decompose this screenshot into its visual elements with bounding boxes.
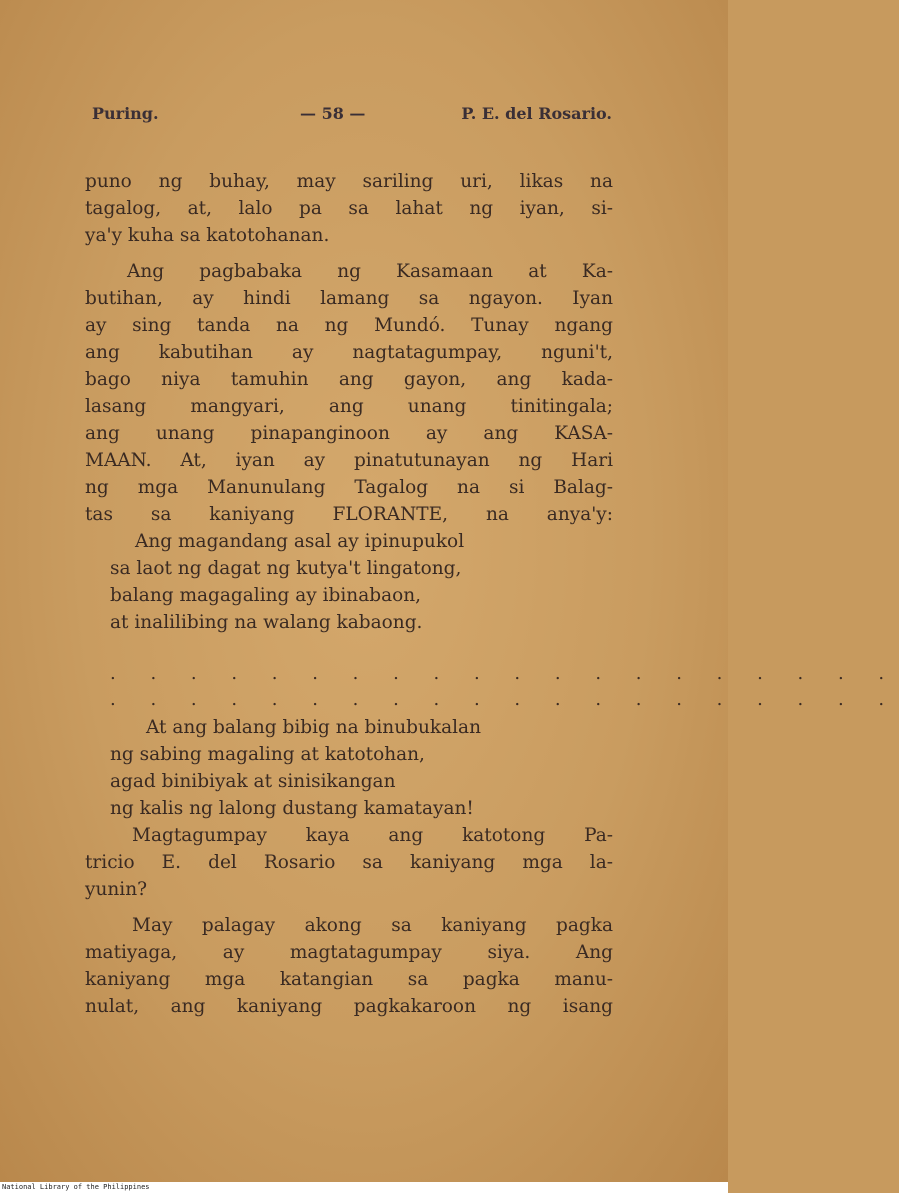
verse-line: ng kalis ng lalong dustang kamatayan! xyxy=(110,798,474,819)
verse-line: Ang magandang asal ay ipinupukol xyxy=(135,531,465,552)
text-line: ang kabutihan ay nagtatagumpay, nguni't, xyxy=(85,342,613,363)
text-line: butihan, ay hindi lamang sa ngayon. Iyan xyxy=(85,288,613,309)
text-line: ng mga Manunulang Tagalog na si Balag- xyxy=(85,477,613,498)
text-line: ay sing tanda na ng Mundó. Tunay ngang xyxy=(85,315,613,336)
text-line: yunin? xyxy=(85,879,148,900)
verse-line: At ang balang bibig na binubukalan xyxy=(146,717,481,738)
text-line: Magtagumpay kaya ang katotong Pa- xyxy=(132,825,613,846)
verse-line: at inalilibing na walang kabaong. xyxy=(110,612,423,633)
text-line: tagalog, at, lalo pa sa lahat ng iyan, si- xyxy=(85,198,613,219)
page-number: — 58 — xyxy=(300,104,366,123)
verse-line: balang magagaling ay ibinabaon, xyxy=(110,585,422,606)
ellipsis-row: . . . . . . . . . . . . . . . . . . . . xyxy=(110,663,899,684)
verse-line: sa laot ng dagat ng kutya't lingatong, xyxy=(110,558,462,579)
library-credit: National Library of the Philippines xyxy=(0,1182,728,1193)
text-line: lasang mangyari, ang unang tinitingala; xyxy=(85,396,613,417)
verse-line: ng sabing magaling at katotohan, xyxy=(110,744,425,765)
header-left: Puring. xyxy=(92,104,159,123)
text-line: matiyaga, ay magtatagumpay siya. Ang xyxy=(85,942,613,963)
text-line: kaniyang mga katangian sa pagka manu- xyxy=(85,969,613,990)
verse-line: agad binibiyak at sinisikangan xyxy=(110,771,396,792)
text-line: MAAN. At, iyan ay pinatutunayan ng Hari xyxy=(85,450,613,471)
text-line: nulat, ang kaniyang pagkakaroon ng isang xyxy=(85,996,613,1017)
text-line: bago niya tamuhin ang gayon, ang kada- xyxy=(85,369,613,390)
text-line: puno ng buhay, may sariling uri, likas na xyxy=(85,171,613,192)
running-header xyxy=(92,104,612,134)
text-line: ya'y kuha sa katotohanan. xyxy=(85,225,330,246)
text-line: Ang pagbabaka ng Kasamaan at Ka- xyxy=(127,261,613,282)
text-line: tas sa kaniyang FLORANTE, na anya'y: xyxy=(85,504,613,525)
text-line: tricio E. del Rosario sa kaniyang mga la- xyxy=(85,852,613,873)
text-line: ang unang pinapanginoon ay ang KASA- xyxy=(85,423,613,444)
header-right: P. E. del Rosario. xyxy=(461,104,612,123)
text-line: May palagay akong sa kaniyang pagka xyxy=(132,915,613,936)
ellipsis-row: . . . . . . . . . . . . . . . . . . . . xyxy=(110,689,899,710)
